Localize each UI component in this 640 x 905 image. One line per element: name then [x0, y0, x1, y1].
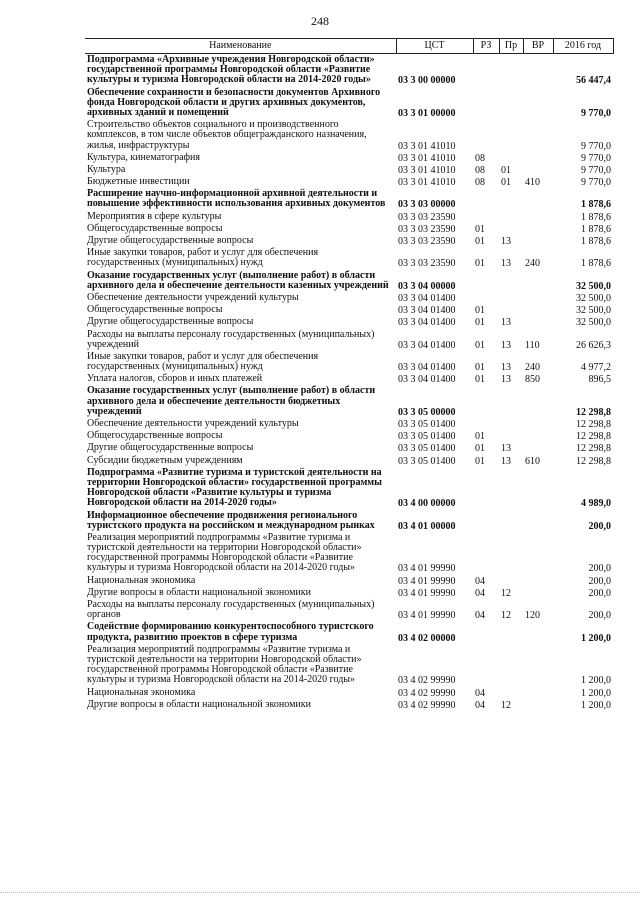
cell-cst: 03 3 01 00000 — [398, 107, 456, 119]
cell-rz: 01 — [475, 374, 485, 386]
table-row — [85, 87, 613, 120]
table-row — [85, 119, 613, 152]
cell-name: Обеспечение сохранности и безопасности документов Архивного фонда Новгородской области и других архивных документов, архивных зданий и помещений — [87, 86, 381, 118]
cell-pr: 13 — [501, 339, 511, 351]
cell-amount: 32 500,0 — [576, 280, 611, 292]
cell-rz — [473, 211, 499, 223]
table-row — [85, 599, 613, 621]
cell-rz: 01 — [475, 223, 485, 235]
table-row — [85, 467, 613, 510]
cell-cst: 03 3 05 00000 — [398, 406, 456, 418]
cell-name: Обеспечение деятельности учреждений культуры — [87, 291, 299, 303]
table-row — [85, 621, 613, 643]
cell-rz — [473, 467, 499, 510]
table-row — [85, 235, 613, 247]
cell-cst: 03 3 05 01400 — [398, 455, 456, 467]
cell-rz: 08 — [475, 152, 485, 164]
cell-name: Строительство объектов социального и производственного комплексов, в том числе объектов общегражданского назначения, жилья, инфраструктуры — [87, 119, 367, 151]
cell-amount: 56 447,4 — [576, 75, 611, 87]
cell-rz: 04 — [475, 687, 485, 699]
table-header-row — [85, 39, 613, 54]
cell-rz — [473, 87, 499, 120]
table-row — [85, 532, 613, 575]
table-row — [85, 351, 613, 373]
table-row — [85, 455, 613, 467]
cell-vr — [523, 292, 553, 304]
cell-name: Уплата налогов, сборов и иных платежей — [87, 373, 263, 385]
cell-rz — [473, 292, 499, 304]
cell-pr — [499, 621, 523, 643]
cell-cst: 03 3 04 01400 — [398, 305, 456, 317]
cell-pr — [499, 119, 523, 152]
cell-name: Общегосударственные вопросы — [87, 430, 223, 442]
cell-amount: 1 200,0 — [581, 687, 611, 699]
cell-rz: 01 — [475, 305, 485, 317]
cell-pr — [499, 223, 523, 235]
cell-amount: 1 878,6 — [581, 236, 611, 247]
cell-name: Реализация мероприятий подпрограммы «Развитие туризма и туристской деятельности на территории Новгородской области» государственной программы Новгородской области «Развитие культуры и туризма Новгородской области на 2014-2020 годы» — [87, 643, 362, 686]
cell-pr — [499, 54, 523, 87]
cell-rz: 01 — [475, 362, 485, 374]
cell-vr — [523, 418, 553, 430]
table-row — [85, 316, 613, 328]
header-rz: РЗ — [473, 39, 499, 54]
table-row — [85, 292, 613, 304]
cell-pr: 01 — [501, 177, 511, 189]
cell-rz: 01 — [475, 431, 485, 443]
cell-vr — [523, 223, 553, 235]
table-row — [85, 699, 613, 711]
cell-pr — [499, 188, 523, 210]
cell-pr — [499, 304, 523, 316]
cell-name: Иные закупки товаров, работ и услуг для обеспечения государственных (муниципальных) нужд — [87, 350, 319, 373]
cell-name: Мероприятия в сфере культуры — [87, 210, 222, 222]
table-row — [85, 223, 613, 235]
table-row — [85, 418, 613, 430]
cell-cst: 03 4 02 99990 — [398, 699, 456, 711]
cell-rz — [473, 270, 499, 292]
cell-name: Обеспечение деятельности учреждений культуры — [87, 418, 299, 429]
cell-name: Общегосударственные вопросы — [87, 304, 223, 316]
table-body — [85, 54, 613, 711]
cell-name: Подпрограмма «Архивные учреждения Новгородской области» государственной программы Новгородской области «Развитие культуры и туризма Новгородской области на 2014-2020 годы» — [87, 54, 375, 86]
cell-cst: 03 4 01 99990 — [398, 563, 456, 575]
cell-cst: 03 3 01 41010 — [398, 177, 456, 189]
cell-vr — [523, 687, 553, 699]
header-cst: ЦСТ — [396, 39, 473, 54]
table-row — [85, 152, 613, 164]
cell-name: Другие общегосударственные вопросы — [87, 316, 254, 328]
table-row — [85, 304, 613, 316]
cell-cst: 03 3 00 00000 — [398, 75, 456, 87]
cell-name: Содействие формированию конкурентоспособного туристского продукта, развитию проектов в сфере туризма — [87, 621, 374, 643]
cell-cst: 03 3 04 01400 — [398, 374, 456, 386]
cell-pr — [499, 510, 523, 532]
table-row — [85, 373, 613, 385]
cell-name: Другие вопросы в области национальной экономики — [87, 586, 311, 598]
cell-cst: 03 4 00 00000 — [398, 498, 456, 510]
cell-vr — [523, 304, 553, 316]
cell-amount: 9 770,0 — [581, 107, 611, 119]
cell-name: Расходы на выплаты персоналу государственных (муниципальных) учреждений — [87, 328, 375, 350]
cell-vr — [523, 87, 553, 120]
cell-amount: 1 878,6 — [581, 199, 611, 211]
table-row — [85, 54, 613, 87]
cell-cst: 03 4 02 99990 — [398, 687, 456, 699]
cell-rz: 08 — [475, 164, 485, 176]
table-row — [85, 329, 613, 351]
cell-amount: 9 770,0 — [581, 152, 611, 164]
cell-amount: 32 500,0 — [576, 317, 611, 329]
cell-rz: 04 — [475, 575, 485, 587]
cell-pr — [499, 270, 523, 292]
cell-rz: 04 — [475, 699, 485, 711]
cell-vr: 410 — [525, 177, 540, 189]
cell-amount: 32 500,0 — [576, 305, 611, 317]
table-row — [85, 188, 613, 210]
cell-cst: 03 4 01 99990 — [398, 587, 456, 599]
table-row — [85, 587, 613, 599]
cell-cst: 03 3 03 23590 — [398, 258, 456, 270]
cell-name: Оказание государственных услуг (выполнение работ) в области архивного дела и обеспечение деятельности бюджетных учреждений — [87, 385, 376, 417]
table-row — [85, 687, 613, 699]
cell-rz — [473, 644, 499, 687]
cell-name: Другие общегосударственные вопросы — [87, 235, 254, 246]
cell-amount: 896,5 — [588, 374, 611, 386]
cell-vr: 120 — [525, 610, 540, 622]
table-row — [85, 247, 613, 269]
cell-vr: 240 — [525, 362, 540, 374]
cell-pr — [499, 532, 523, 575]
cell-cst: 03 3 03 23590 — [398, 236, 456, 247]
cell-cst: 03 3 05 01400 — [398, 419, 456, 430]
cell-pr — [499, 87, 523, 120]
cell-pr — [499, 575, 523, 587]
header-name: Наименование — [85, 39, 396, 54]
cell-pr: 12 — [501, 587, 511, 599]
cell-amount: 1 878,6 — [581, 258, 611, 270]
cell-amount: 1 878,6 — [581, 211, 611, 223]
cell-cst: 03 4 01 99990 — [398, 575, 456, 587]
cell-vr — [523, 467, 553, 510]
table-row — [85, 164, 613, 176]
cell-pr: 13 — [501, 258, 511, 270]
cell-name: Культура — [87, 163, 126, 175]
cell-rz — [473, 510, 499, 532]
cell-rz: 08 — [475, 177, 485, 189]
cell-rz — [473, 119, 499, 152]
cell-name: Расширение научно-информационной архивной деятельности и повышение эффективности использования архивных документов — [87, 188, 386, 210]
cell-pr: 13 — [501, 443, 511, 455]
cell-cst: 03 3 01 41010 — [398, 152, 456, 164]
cell-pr — [499, 430, 523, 442]
cell-rz: 04 — [475, 610, 485, 622]
cell-vr — [523, 442, 553, 454]
cell-rz: 01 — [475, 258, 485, 270]
cell-vr — [523, 621, 553, 643]
table-row — [85, 575, 613, 587]
cell-amount: 1 878,6 — [581, 223, 611, 235]
cell-vr — [523, 532, 553, 575]
cell-pr — [499, 152, 523, 164]
cell-rz — [473, 385, 499, 418]
cell-pr: 13 — [501, 362, 511, 374]
cell-amount: 12 298,8 — [576, 443, 611, 455]
cell-cst: 03 3 04 01400 — [398, 292, 456, 304]
cell-pr: 13 — [501, 236, 511, 247]
cell-amount: 9 770,0 — [581, 140, 611, 152]
cell-cst: 03 4 02 99990 — [398, 675, 456, 687]
cell-rz — [473, 621, 499, 643]
cell-pr — [499, 687, 523, 699]
table-row — [85, 430, 613, 442]
cell-amount: 200,0 — [588, 610, 611, 622]
cell-amount: 1 200,0 — [581, 699, 611, 711]
cell-amount: 12 298,8 — [576, 419, 611, 430]
cell-rz — [473, 418, 499, 430]
cell-name: Общегосударственные вопросы — [87, 222, 223, 234]
cell-rz — [473, 54, 499, 87]
cell-vr — [523, 188, 553, 210]
cell-cst: 03 4 02 00000 — [398, 632, 456, 644]
cell-amount: 12 298,8 — [576, 455, 611, 467]
cell-vr — [523, 164, 553, 176]
budget-table — [85, 38, 614, 711]
table-row — [85, 385, 613, 418]
cell-vr — [523, 119, 553, 152]
cell-name: Расходы на выплаты персоналу государственных (муниципальных) органов — [87, 599, 375, 621]
cell-name: Реализация мероприятий подпрограммы «Развитие туризма и туристской деятельности на территории Новгородской области» государственной программы Новгородской области «Развитие культуры и туризма Новгородской области на 2014-2020 годы» — [87, 531, 362, 574]
cell-name: Национальная экономика — [87, 574, 196, 586]
cell-amount: 200,0 — [588, 587, 611, 599]
cell-amount: 32 500,0 — [576, 292, 611, 304]
cell-amount: 12 298,8 — [576, 406, 611, 418]
cell-pr — [499, 385, 523, 418]
table-row — [85, 176, 613, 188]
cell-amount: 9 770,0 — [581, 177, 611, 189]
cell-cst: 03 4 01 00000 — [398, 520, 456, 532]
cell-amount: 4 977,2 — [581, 362, 611, 374]
cell-rz: 01 — [475, 317, 485, 329]
cell-pr — [499, 211, 523, 223]
table-row — [85, 644, 613, 687]
cell-rz: 01 — [475, 443, 485, 455]
table-row — [85, 510, 613, 532]
cell-cst: 03 3 04 01400 — [398, 362, 456, 374]
cell-amount: 200,0 — [588, 575, 611, 587]
table-row — [85, 270, 613, 292]
cell-vr — [523, 54, 553, 87]
cell-vr: 240 — [525, 258, 540, 270]
scan-artifact-line — [0, 892, 640, 893]
cell-vr — [523, 430, 553, 442]
cell-name: Бюджетные инвестиции — [87, 176, 190, 188]
cell-cst: 03 3 05 01400 — [398, 443, 456, 455]
cell-name: Субсидии бюджетным учреждениям — [87, 454, 243, 466]
page-number: 248 — [311, 14, 329, 28]
cell-name: Информационное обеспечение продвижения регионального туристского продукта на российском и международном рынках — [87, 509, 375, 531]
cell-rz: 01 — [475, 236, 485, 247]
table-row — [85, 442, 613, 454]
cell-pr — [499, 292, 523, 304]
cell-cst: 03 3 03 00000 — [398, 199, 456, 211]
cell-vr — [523, 587, 553, 599]
cell-rz: 04 — [475, 587, 485, 599]
header-vr: ВР — [523, 39, 553, 54]
cell-vr: 850 — [525, 374, 540, 386]
cell-cst: 03 3 01 41010 — [398, 140, 456, 152]
cell-vr — [523, 211, 553, 223]
cell-vr: 610 — [525, 455, 540, 467]
header-pr: Пр — [499, 39, 523, 54]
cell-rz — [473, 532, 499, 575]
cell-vr — [523, 644, 553, 687]
cell-name: Культура, кинематография — [87, 151, 200, 163]
header-year: 2016 год — [553, 39, 613, 54]
cell-pr — [499, 467, 523, 510]
cell-pr: 12 — [501, 610, 511, 622]
cell-amount: 4 989,0 — [581, 498, 611, 510]
cell-amount: 9 770,0 — [581, 164, 611, 176]
cell-cst: 03 3 04 01400 — [398, 339, 456, 351]
cell-name: Оказание государственных услуг (выполнение работ) в области архивного дела и обеспечение деятельности казенных учреждений — [87, 269, 389, 291]
cell-name: Другие вопросы в области национальной экономики — [87, 698, 311, 710]
cell-vr — [523, 385, 553, 418]
cell-pr — [499, 644, 523, 687]
cell-vr — [523, 270, 553, 292]
table-row — [85, 211, 613, 223]
cell-cst: 03 3 04 01400 — [398, 317, 456, 329]
cell-name: Подпрограмма «Развитие туризма и туристской деятельности на территории Новгородской области» государственной программы Новгородской области «Развитие культуры и туризма Новгородской области на 2014-2020 годы» — [87, 466, 382, 509]
cell-cst: 03 3 04 00000 — [398, 280, 456, 292]
cell-pr: 01 — [501, 164, 511, 176]
cell-amount: 12 298,8 — [576, 431, 611, 443]
cell-amount: 26 626,3 — [576, 339, 611, 351]
cell-rz: 01 — [475, 455, 485, 467]
cell-vr — [523, 510, 553, 532]
cell-cst: 03 3 01 41010 — [398, 164, 456, 176]
cell-pr: 13 — [501, 455, 511, 467]
cell-cst: 03 3 05 01400 — [398, 431, 456, 443]
cell-amount: 200,0 — [588, 520, 611, 532]
cell-vr — [523, 235, 553, 247]
cell-vr — [523, 152, 553, 164]
cell-rz: 01 — [475, 339, 485, 351]
cell-pr: 13 — [501, 374, 511, 386]
cell-vr — [523, 575, 553, 587]
cell-name: Иные закупки товаров, работ и услуг для обеспечения государственных (муниципальных) нужд — [87, 247, 319, 269]
cell-pr — [499, 418, 523, 430]
cell-vr: 110 — [525, 339, 540, 351]
cell-pr: 12 — [501, 699, 511, 711]
cell-amount: 1 200,0 — [581, 675, 611, 687]
cell-amount: 1 200,0 — [581, 632, 611, 644]
cell-vr — [523, 316, 553, 328]
cell-amount: 200,0 — [588, 563, 611, 575]
cell-pr: 13 — [501, 317, 511, 329]
cell-cst: 03 3 03 23590 — [398, 223, 456, 235]
cell-name: Национальная экономика — [87, 686, 196, 698]
cell-cst: 03 4 01 99990 — [398, 610, 456, 622]
cell-vr — [523, 699, 553, 711]
cell-name: Другие общегосударственные вопросы — [87, 442, 254, 454]
cell-cst: 03 3 03 23590 — [398, 211, 456, 223]
cell-rz — [473, 188, 499, 210]
